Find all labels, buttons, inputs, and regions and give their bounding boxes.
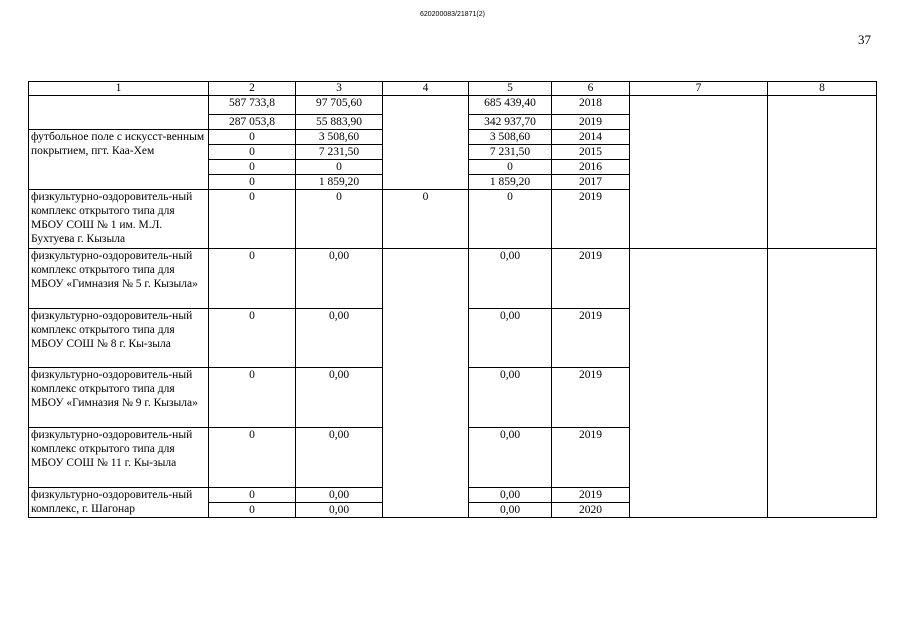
cell-col2: 0: [209, 190, 296, 249]
object-name-cell: [29, 96, 209, 130]
cell-year: 2019: [552, 115, 630, 130]
cell-col2: 0: [209, 488, 296, 503]
cell-col5: 0,00: [469, 488, 552, 503]
cell-year: 2014: [552, 130, 630, 145]
cell-col2: 0: [209, 503, 296, 518]
cell-year: 2016: [552, 160, 630, 175]
column-header: 4: [383, 82, 469, 96]
document-id: 620200083/21871(2): [419, 11, 485, 18]
cell-col4: [383, 309, 469, 368]
cell-col3: 0,00: [296, 488, 383, 503]
cell-col5: 1 859,20: [469, 175, 552, 190]
cell-col7: [630, 249, 768, 518]
cell-col4: [383, 488, 469, 503]
cell-year: 2017: [552, 175, 630, 190]
cell-col5: 685 439,40: [469, 96, 552, 115]
cell-col3: 0,00: [296, 249, 383, 309]
object-name-cell: физкультурно-оздоровитель-ный комплекс открытого типа для МБОУ «Гимназия № 5 г. Кызыла»: [29, 249, 209, 309]
cell-col4: [383, 503, 469, 518]
cell-col8: [768, 249, 877, 518]
column-header: 5: [469, 82, 552, 96]
cell-col4: [383, 115, 469, 130]
cell-col4: [383, 130, 469, 145]
header-row: [29, 82, 877, 96]
cell-year: 2019: [552, 368, 630, 428]
cell-year: 2019: [552, 428, 630, 488]
page-number: 37: [858, 32, 871, 47]
cell-col5: 0,00: [469, 503, 552, 518]
cell-col2: 0: [209, 428, 296, 488]
cell-col5: 0: [469, 160, 552, 175]
cell-col3: 0: [296, 190, 383, 249]
table-row: [29, 96, 877, 115]
cell-col3: 0,00: [296, 309, 383, 368]
cell-year: 2019: [552, 309, 630, 368]
column-header: 6: [552, 82, 630, 96]
cell-year: 2019: [552, 249, 630, 309]
column-header: 3: [296, 82, 383, 96]
budget-table: [28, 81, 877, 518]
cell-year: 2019: [552, 488, 630, 503]
cell-col4: [383, 175, 469, 190]
cell-col4: [383, 428, 469, 488]
cell-col7: [630, 96, 768, 249]
column-header: 1: [29, 82, 209, 96]
cell-col5: 0,00: [469, 428, 552, 488]
cell-col8: [768, 96, 877, 249]
cell-col3: 0,00: [296, 503, 383, 518]
object-name-cell: физкультурно-оздоровитель-ный комплекс открытого типа для МБОУ «Гимназия № 9 г. Кызыла»: [29, 368, 209, 428]
cell-col4: [383, 145, 469, 160]
cell-col4: 0: [383, 190, 469, 249]
column-header: 8: [768, 82, 877, 96]
cell-col3: 0,00: [296, 368, 383, 428]
cell-year: 2019: [552, 190, 630, 249]
cell-col5: 342 937,70: [469, 115, 552, 130]
cell-col2: 0: [209, 249, 296, 309]
cell-col3: 55 883,90: [296, 115, 383, 130]
cell-col3: 7 231,50: [296, 145, 383, 160]
cell-col5: 3 508,60: [469, 130, 552, 145]
cell-col5: 0,00: [469, 309, 552, 368]
object-name-cell: физкультурно-оздоровитель-ный комплекс открытого типа для МБОУ СОШ № 8 г. Кы-зыла: [29, 309, 209, 368]
cell-col5: 0,00: [469, 249, 552, 309]
cell-col3: 0: [296, 160, 383, 175]
object-name-cell: физкультурно-оздоровитель-ный комплекс открытого типа для МБОУ СОШ № 11 г. Кы-зыла: [29, 428, 209, 488]
cell-col2: 0: [209, 309, 296, 368]
cell-year: 2018: [552, 96, 630, 115]
cell-year: 2015: [552, 145, 630, 160]
column-header: 7: [630, 82, 768, 96]
object-name-cell: физкультурно-оздоровитель-ный комплекс открытого типа для МБОУ СОШ № 1 им. М.Л. Бухтуева г. Кызыла: [29, 190, 209, 249]
column-header: 2: [209, 82, 296, 96]
cell-col2: 0: [209, 145, 296, 160]
cell-col4: [383, 368, 469, 428]
cell-col3: 1 859,20: [296, 175, 383, 190]
cell-col2: 0: [209, 160, 296, 175]
cell-col5: 0: [469, 190, 552, 249]
object-name-cell: физкультурно-оздоровитель-ный комплекс, г. Шагонар: [29, 488, 209, 518]
cell-col4: [383, 249, 469, 309]
cell-col2: 587 733,8: [209, 96, 296, 115]
cell-col4: [383, 96, 469, 115]
cell-col5: 0,00: [469, 368, 552, 428]
cell-col2: 287 053,8: [209, 115, 296, 130]
cell-col5: 7 231,50: [469, 145, 552, 160]
table-row: [29, 249, 877, 309]
cell-col3: 97 705,60: [296, 96, 383, 115]
cell-col2: 0: [209, 130, 296, 145]
cell-col3: 0,00: [296, 428, 383, 488]
cell-col3: 3 508,60: [296, 130, 383, 145]
cell-col2: 0: [209, 368, 296, 428]
cell-col4: [383, 160, 469, 175]
object-name-cell: футбольное поле с искусст-венным покрытием, пгт. Каа-Хем: [29, 130, 209, 190]
cell-year: 2020: [552, 503, 630, 518]
cell-col2: 0: [209, 175, 296, 190]
